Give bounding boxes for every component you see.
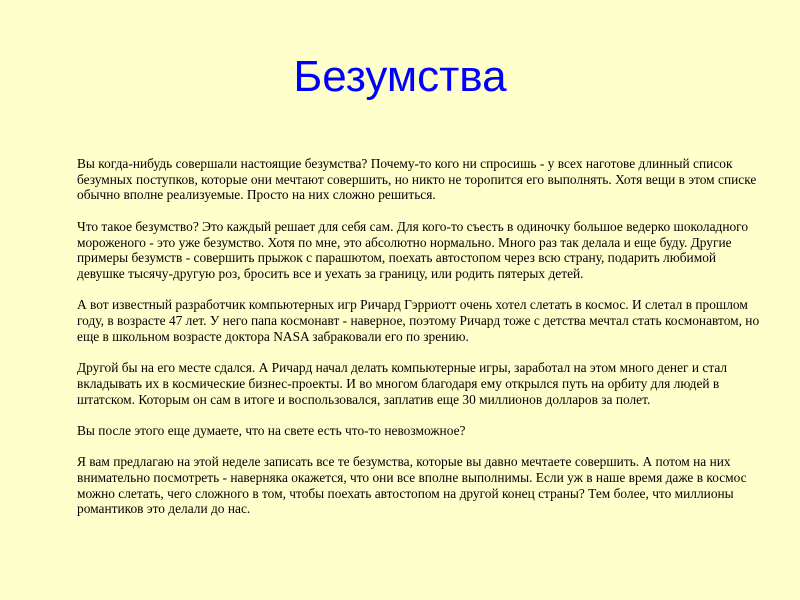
paragraph: Другой бы на его месте сдался. А Ричард начал делать компьютерные игры, заработал на этом много денег и стал вкладывать их в космические бизнес-проекты. И во многом благодаря ему открылся путь на орбиту для людей в штатском. Которым он сам в итоге и воспользовался, заплатив еще 30 миллионов долларов за полет. bbox=[77, 360, 728, 407]
slide-body bbox=[77, 156, 762, 517]
paragraph: Я вам предлагаю на этой неделе записать все те безумства, которые вы давно мечтаете совершить. А потом на них внимательно посмотреть - наверняка окажется, что они все вполне выполнимы. Если уж в наше время даже в космос можно слетать, чего сложного в том, чтобы поехать автостопом на другой конец страны? Тем более, что миллионы романтиков это делали до нас. bbox=[77, 454, 747, 517]
paragraph: А вот известный разработчик компьютерных игр Ричард Гэрриотт очень хотел слетать в космос. И слетал в прошлом году, в возрасте 47 лет. У него папа космонавт - наверное, поэтому Ричард тоже с детства мечтал стать космонавтом, но еще в школьном возрасте доктора NASA забраковали его по зрению. bbox=[77, 297, 760, 344]
paragraph: Вы когда-нибудь совершали настоящие безумства? Почему-то кого ни спросишь - у всех наготове длинный список безумных поступков, которые они мечтают совершить, но никто не торопится его выполнять. Хотя вещи в этом списке обычно вполне реализуемые. Просто на них сложно решиться. bbox=[77, 156, 757, 203]
paragraph: Что такое безумство? Это каждый решает для себя сам. Для кого-то съесть в одиночку большое ведерко шоколадного мороженого - это уже безумство. Хотя по мне, это абсолютно нормально. Много раз так делала и еще буду. Другие примеры безумств - совершить прыжок с парашютом, поехать автостопом через всю страну, подарить любимой девушке тысячу-другую роз, бросить все и уехать за границу, или родить пятерых детей. bbox=[77, 218, 749, 281]
slide-title: Безумства bbox=[293, 52, 507, 101]
paragraph: Вы после этого еще думаете, что на свете есть что-то невозможное? bbox=[77, 422, 466, 438]
